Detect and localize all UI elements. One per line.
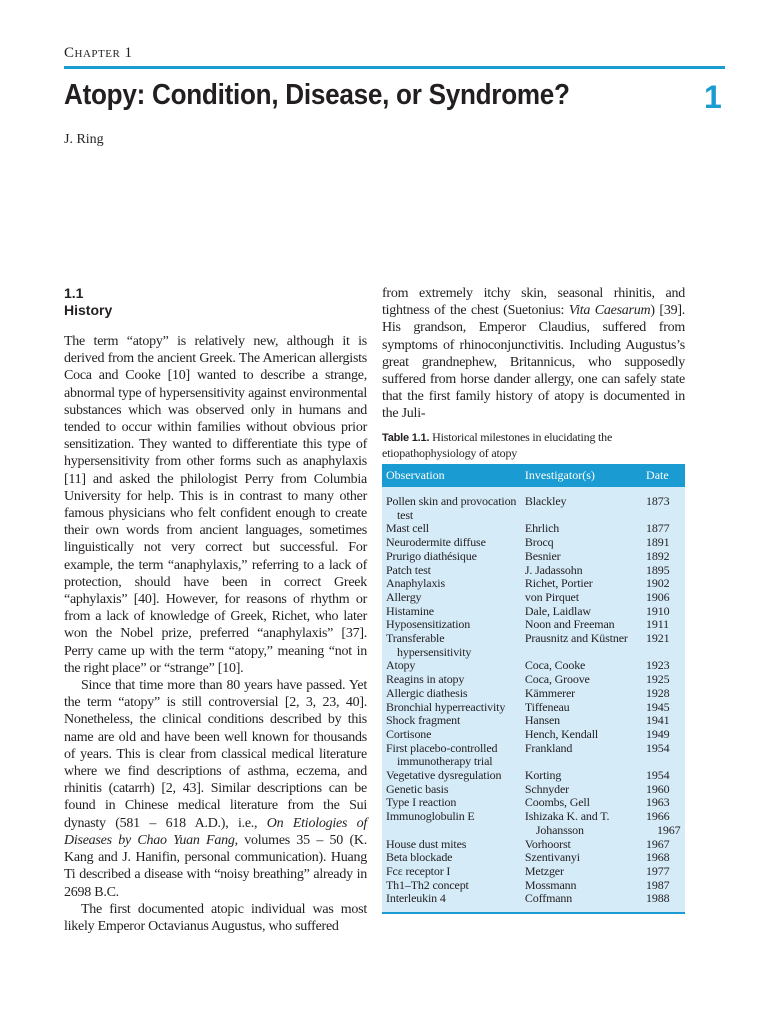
cell-date: [642, 701, 685, 715]
cell-investigator-text: J. Jadassohn: [524, 562, 583, 577]
cell-observation: [382, 865, 521, 879]
cell-investigator-text: Dale, Laidlaw: [524, 603, 591, 618]
cell-investigator: [521, 769, 642, 783]
cell-investigator: [521, 550, 642, 564]
cell-observation: [382, 796, 521, 810]
cell-observation-text: Histamine: [386, 603, 434, 618]
cell-observation-text: Bronchial hyperreactivity: [386, 699, 506, 714]
cell-observation: [382, 892, 521, 912]
author: J. Ring: [64, 132, 104, 147]
table-row: [382, 564, 685, 578]
cell-date: [642, 728, 685, 742]
cell-observation-text: Anaphylaxis: [386, 576, 446, 591]
cell-investigator-text: Schnyder: [524, 781, 570, 796]
milestones-table: [382, 464, 685, 914]
chapter-number: 1: [704, 79, 722, 115]
column-header-investigators: Investigator(s): [524, 468, 595, 482]
cell-date: [642, 550, 685, 564]
cell-observation-text: House dust mites: [386, 836, 467, 851]
cell-date: [642, 487, 685, 522]
paragraph-continued-text-b: ) [39]. His grandson, Emperor Claudius, suffered from symptoms of rhinoconjunctivitis. Including Augustus’s great grandnephew, Britannicus, who supposedly suffered from horse dander allergy, one can safely state that the first family history of atopy is documented in the Juli-: [382, 303, 686, 422]
cell-investigator: [521, 810, 642, 837]
paragraph-2: [64, 677, 367, 901]
cell-date: [642, 618, 685, 632]
cell-investigator: [521, 783, 642, 797]
cell-date-text: 1877: [646, 521, 670, 536]
cell-investigator-text: Korting: [524, 768, 562, 783]
table-row: [382, 687, 685, 701]
cell-date: [642, 522, 685, 536]
table-row: [382, 796, 685, 810]
cell-observation-text: Allergic diathesis: [386, 685, 468, 700]
cell-investigator-text: Coca, Cooke: [524, 658, 586, 673]
work-title: Vita Caesarum: [568, 303, 651, 319]
cell-date: [642, 810, 685, 837]
table-row: [382, 522, 685, 536]
cell-investigator-text: Besnier: [524, 548, 561, 563]
cell-observation-text: Interleukin 4: [386, 891, 446, 906]
cell-investigator: [521, 487, 642, 522]
cell-investigator-text: Metzger: [524, 863, 564, 878]
cell-investigator-text: Hench, Kendall: [524, 726, 599, 741]
table-header-row: [382, 464, 685, 487]
section-number: 1.1: [64, 285, 84, 301]
cell-investigator: [521, 605, 642, 619]
cell-observation-text: Genetic basis: [386, 781, 449, 796]
cell-observation: [382, 728, 521, 742]
table-caption-text: Historical milestones in elucidating the etiopathophysiology of atopy: [382, 430, 613, 460]
cell-date: [642, 865, 685, 879]
cell-investigator: [521, 701, 642, 715]
cell-observation-text: Mast cell: [386, 521, 429, 536]
table-row: [382, 591, 685, 605]
cell-observation-text: Shock fragment: [386, 713, 461, 728]
cell-date: [642, 838, 685, 852]
right-column: [382, 285, 685, 423]
cell-date-text: 1921: [646, 631, 670, 646]
table-caption-label: Table 1.1.: [382, 432, 430, 444]
cell-observation: [382, 851, 521, 865]
cell-date: [642, 796, 685, 810]
cell-date: [642, 892, 685, 912]
cell-observation-text: Prurigo diathésique: [386, 548, 477, 563]
cell-date-text: 1968: [646, 850, 670, 865]
table-row: [382, 659, 685, 673]
cell-observation: [382, 632, 521, 659]
cell-date: [642, 687, 685, 701]
cell-date-text: 1925: [646, 672, 670, 687]
cell-date-text: 1923: [646, 658, 670, 673]
cell-investigator: [521, 796, 642, 810]
cell-investigator: [521, 838, 642, 852]
cell-investigator: [521, 673, 642, 687]
cell-observation-text: Transferable hypersensitivity: [386, 631, 472, 659]
cell-investigator: [521, 564, 642, 578]
cell-date-text: 1928: [646, 685, 670, 700]
cell-date: [642, 769, 685, 783]
cell-observation-text: Allergy: [386, 589, 422, 604]
table-row: [382, 701, 685, 715]
table-row: [382, 892, 685, 912]
cell-investigator: [521, 591, 642, 605]
cell-observation: [382, 769, 521, 783]
cell-observation: [382, 838, 521, 852]
paragraph-continued: [382, 285, 685, 423]
cell-observation-text: Beta blockade: [386, 850, 453, 865]
cell-date-text: 1873: [646, 494, 670, 508]
cell-investigator: [521, 632, 642, 659]
table-row: [382, 487, 685, 522]
cell-investigator: [521, 687, 642, 701]
cell-investigator-text: Szentivanyi: [524, 850, 580, 865]
cell-date: [642, 564, 685, 578]
cell-observation: [382, 673, 521, 687]
book-title: On Etiologies of Diseases by Chao Yuan Fang: [64, 815, 367, 848]
cell-investigator-text: Kämmerer: [524, 685, 575, 700]
cell-observation-text: Immunoglobulin E: [386, 809, 475, 824]
cell-investigator-text: Hansen: [524, 713, 560, 728]
cell-investigator-text: Brocq: [524, 535, 554, 550]
cell-date: [642, 783, 685, 797]
cell-investigator: [521, 659, 642, 673]
cell-investigator: [521, 728, 642, 742]
paragraph-2-text-a: Since that time more than 80 years have passed. Yet the term “atopy” is still controversial [2, 3, 23, 40]. Nonetheless, the clinical conditions described by this name are old and have been well known for thousands of years. This is clear from classical medical literature where we find descriptions of asthma, eczema, and rhinitis (catarrh) [2, 43]. Similar descriptions can be found in Chinese medical literature from the Sui dynasty (581 – 618 A.D.), i.e.,: [64, 678, 367, 831]
cell-date-text: 1954: [646, 740, 670, 755]
cell-date-text: 1977: [646, 863, 670, 878]
cell-date: [642, 605, 685, 619]
cell-investigator: [521, 742, 642, 769]
cell-observation-text: Patch test: [386, 562, 431, 577]
cell-observation-text: Vegetative dysregulation: [386, 768, 502, 783]
cell-investigator-text: Ehrlich: [524, 521, 560, 536]
cell-investigator-text: Blackley: [524, 494, 567, 508]
cell-observation: [382, 742, 521, 769]
cell-investigator-text: Mossmann: [524, 877, 577, 892]
cell-date: [642, 591, 685, 605]
cell-observation-text: Pollen skin and provocation test: [386, 494, 517, 522]
cell-observation-text: Atopy: [386, 658, 416, 673]
table-row: [382, 577, 685, 591]
cell-investigator-text: Vorhoorst: [524, 836, 571, 851]
cell-observation: [382, 591, 521, 605]
cell-observation: [382, 879, 521, 893]
cell-observation-text: Type I reaction: [386, 795, 457, 810]
table-row: [382, 632, 685, 659]
cell-investigator-text: Ishizaka K. and T. Johansson: [524, 809, 610, 837]
cell-date-text: 1895: [646, 562, 670, 577]
cell-date: [642, 577, 685, 591]
cell-date-text: 1949: [646, 726, 670, 741]
cell-observation: [382, 550, 521, 564]
cell-investigator: [521, 522, 642, 536]
table-row: [382, 865, 685, 879]
cell-investigator-text: Noon and Freeman: [524, 617, 615, 632]
cell-observation: [382, 577, 521, 591]
cell-date-text: 1967: [646, 836, 670, 851]
cell-date: [642, 742, 685, 769]
cell-date-text: 1966 1967: [646, 809, 681, 837]
table-row: [382, 810, 685, 837]
paragraph-3: The first documented atopic individual was most likely Emperor Octavianus Augustus, who suffered: [64, 901, 367, 934]
cell-observation: [382, 714, 521, 728]
cell-observation-text: Th1–Th2 concept: [386, 877, 469, 892]
cell-observation-text: Hyposensitization: [386, 617, 471, 632]
table-row: [382, 714, 685, 728]
cell-investigator: [521, 536, 642, 550]
cell-investigator-text: Richet, Portier: [524, 576, 593, 591]
table-row: [382, 742, 685, 769]
column-header-date: Date: [646, 468, 669, 482]
cell-investigator: [521, 851, 642, 865]
cell-date-text: 1987: [646, 877, 670, 892]
paragraph-1: The term “atopy” is relatively new, although it is derived from the ancient Greek. The American allergists Coca and Cooke [10] wanted to describe a strange, abnormal type of hypersensitivity against environmental substances which was observed only in humans and tended to occur within families without obvious prior sensitization. They wanted to differentiate this type of hypersensitivity from other forms such as anaphylaxis [11] and asked the philologist Perry from Columbia University for help. This is in contrast to many other famous physicians who felt confident enough to create their own words from ancient languages, sometimes linguistically not very correct but successful. For example, the term “anaphylaxis,” referring to a lack of protection, should have been in correct Greek “aphylaxis” [40]. However, for reasons of rhythm or from a lack of knowledge of Greek, Richet, who later won the Nobel prize, preferred “anaphylaxis” [37]. Perry came up with the term “atopy,” meaning “not in the right place” or “strange” [10].: [64, 334, 367, 676]
cell-date: [642, 879, 685, 893]
cell-observation-text: Cortisone: [386, 726, 432, 741]
cell-date-text: 1910: [646, 603, 670, 618]
cell-observation: [382, 783, 521, 797]
cell-investigator: [521, 892, 642, 912]
cell-date: [642, 714, 685, 728]
table-row: [382, 728, 685, 742]
cell-investigator: [521, 865, 642, 879]
cell-observation: [382, 522, 521, 536]
cell-observation-text: First placebo-controlled immunotherapy trial: [386, 740, 498, 769]
cell-date-text: 1960: [646, 781, 670, 796]
cell-date-text: 1906: [646, 589, 670, 604]
left-column: [64, 333, 367, 935]
chapter-title: Atopy: Condition, Disease, or Syndrome?: [64, 79, 570, 111]
cell-date-text: 1892: [646, 548, 670, 563]
cell-date: [642, 659, 685, 673]
cell-date-text: 1963: [646, 795, 670, 810]
cell-date-text: 1954: [646, 768, 670, 783]
cell-observation: [382, 618, 521, 632]
cell-observation-text: Reagins in atopy: [386, 672, 465, 687]
table-row: [382, 851, 685, 865]
cell-observation: [382, 536, 521, 550]
cell-observation-text: Fcε receptor I: [386, 863, 451, 878]
column-header-observation: Observation: [386, 468, 445, 482]
header-rule: [64, 66, 725, 69]
cell-observation: [382, 564, 521, 578]
paragraph-2-text-b: , volumes 35 – 50 (K. Kang and J. Hanifin, personal communication). Huang Ti described a disease with “noisy breathing” already in 2698 B.C.: [64, 832, 367, 900]
paragraph-continued-text-a: from extremely itchy skin, seasonal rhinitis, and tightness of the chest (Suetonius:: [382, 286, 685, 319]
cell-investigator: [521, 577, 642, 591]
table-row: [382, 783, 685, 797]
table-row: [382, 605, 685, 619]
cell-date: [642, 536, 685, 550]
cell-date-text: 1891: [646, 535, 670, 550]
cell-date: [642, 851, 685, 865]
table-row: [382, 838, 685, 852]
table-row: [382, 550, 685, 564]
cell-investigator: [521, 879, 642, 893]
table-caption: [382, 430, 685, 460]
cell-date-text: 1941: [646, 713, 670, 728]
cell-investigator-text: Coca, Groove: [524, 672, 590, 687]
cell-investigator-text: Prausnitz and Küstner: [524, 631, 628, 646]
table-row: [382, 536, 685, 550]
cell-date-text: 1902: [646, 576, 670, 591]
cell-date-text: 1945: [646, 699, 670, 714]
cell-investigator: [521, 714, 642, 728]
cell-investigator-text: Coffmann: [524, 891, 573, 906]
cell-observation: [382, 810, 521, 837]
cell-investigator-text: Tiffeneau: [524, 699, 570, 714]
cell-investigator-text: von Pirquet: [524, 589, 579, 604]
cell-observation: [382, 487, 521, 522]
table-row: [382, 769, 685, 783]
cell-investigator-text: Frankland: [524, 740, 573, 755]
table-row: [382, 673, 685, 687]
cell-date: [642, 673, 685, 687]
cell-observation: [382, 605, 521, 619]
table-row: [382, 879, 685, 893]
cell-observation-text: Neurodermite diffuse: [386, 535, 486, 550]
cell-observation: [382, 701, 521, 715]
cell-investigator: [521, 618, 642, 632]
section-title: History: [64, 302, 113, 318]
cell-date-text: 1988: [646, 891, 670, 906]
table-row: [382, 618, 685, 632]
cell-observation: [382, 687, 521, 701]
chapter-label: Chapter 1: [64, 45, 133, 61]
cell-investigator-text: Coombs, Gell: [524, 795, 590, 810]
cell-date: [642, 632, 685, 659]
cell-observation: [382, 659, 521, 673]
cell-date-text: 1911: [646, 617, 670, 632]
